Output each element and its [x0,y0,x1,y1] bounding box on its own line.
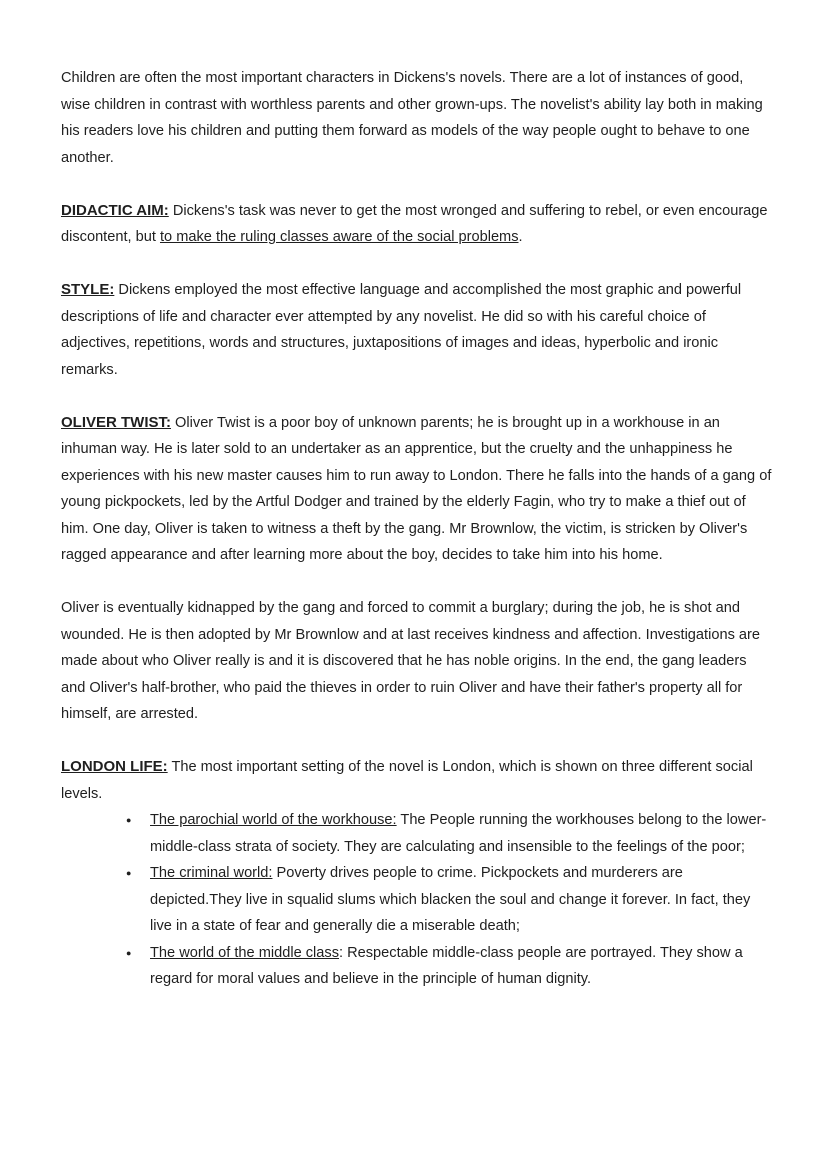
list-item-text: The People running the workhouses belong to the lower-middle-class strata of society. They are calculating and insensible to the feelings of the poor; [150,812,767,855]
list-item-title: The parochial world of the workhouse: [150,812,397,828]
list-item-title: The world of the middle class [150,944,339,961]
didactic-aim-end: . [518,229,523,245]
london-life-paragraph [61,754,773,807]
oliver-twist-text-2: Oliver is eventually kidnapped by the gang and forced to commit a burglary; during the job, he is shot and wounded. He is then adopted by Mr Brownlow and at last receives kindness and affection. Investigations are made about who Oliver really is and it is discovered that he has noble origins. In the end, the gang leaders and Oliver's half-brother, who paid the thieves in order to ruin Oliver and have their father's property all for himself, are arrested. [61,600,761,722]
london-life-text: The most important setting of the novel is London, which is shown on three different social levels. [61,759,753,802]
list-item-title: The criminal world: [150,865,273,881]
oliver-twist-heading: OLIVER TWIST: [61,413,171,431]
list-item [150,940,773,993]
list-item-text: : Respectable middle-class people are portrayed. They show a regard for moral values and believe in the principle of human dignity. [150,944,743,987]
social-levels-list [61,807,773,993]
didactic-aim-underlined: to make the ruling classes aware of the social problems [159,229,519,245]
style-text: Dickens employed the most effective language and accomplished the most graphic and powerful descriptions of life and character ever attempted by any novelist. He did so with his careful choice of adjectives, repetitions, words and structures, juxtapositions of images and ideas, hyperbolic and ironic remarks. [61,282,742,378]
oliver-twist-paragraph [61,410,773,569]
document-page [61,65,773,993]
intro-paragraph [61,65,773,171]
london-life-heading: LONDON LIFE: [61,758,168,775]
intro-text: Children are often the most important characters in Dickens's novels. There are a lot of instances of good, wise children in contrast with worthless parents and other grown-ups. The novelist's ability lay both in making his readers love his children and putting them forward as models of the way people ought to behave to one another. [61,70,763,166]
list-item-text: Poverty drives people to crime. Pickpockets and murderers are depicted.They live in squalid slums which blacken the soul and change it forever. In fact, they live in a state of fear and generally die a miserable death; [150,865,751,934]
oliver-twist-text: Oliver Twist is a poor boy of unknown parents; he is brought up in a workhouse in an inhuman way. He is later sold to an undertaker as an apprentice, but the cruelty and the unhappiness he experiences with his new master causes him to run away to London. There he falls into the hands of a gang of young pickpockets, led by the Artful Dodger and trained by the elderly Fagin, who try to make a thief out of him. One day, Oliver is taken to witness a theft by the gang. Mr Brownlow, the victim, is stricken by Oliver's ragged appearance and after learning more about the boy, decides to take him into his home. [61,414,772,563]
list-item [150,807,773,860]
style-paragraph [61,277,773,383]
didactic-aim-text: Dickens's task was never to get the most wronged and suffering to rebel, or even encourage discontent, but [61,202,768,245]
didactic-aim-heading: DIDACTIC AIM: [61,201,169,219]
didactic-aim-paragraph [61,198,773,251]
style-heading: STYLE: [61,281,115,298]
list-item [150,860,773,940]
oliver-twist-paragraph-2 [61,595,773,728]
